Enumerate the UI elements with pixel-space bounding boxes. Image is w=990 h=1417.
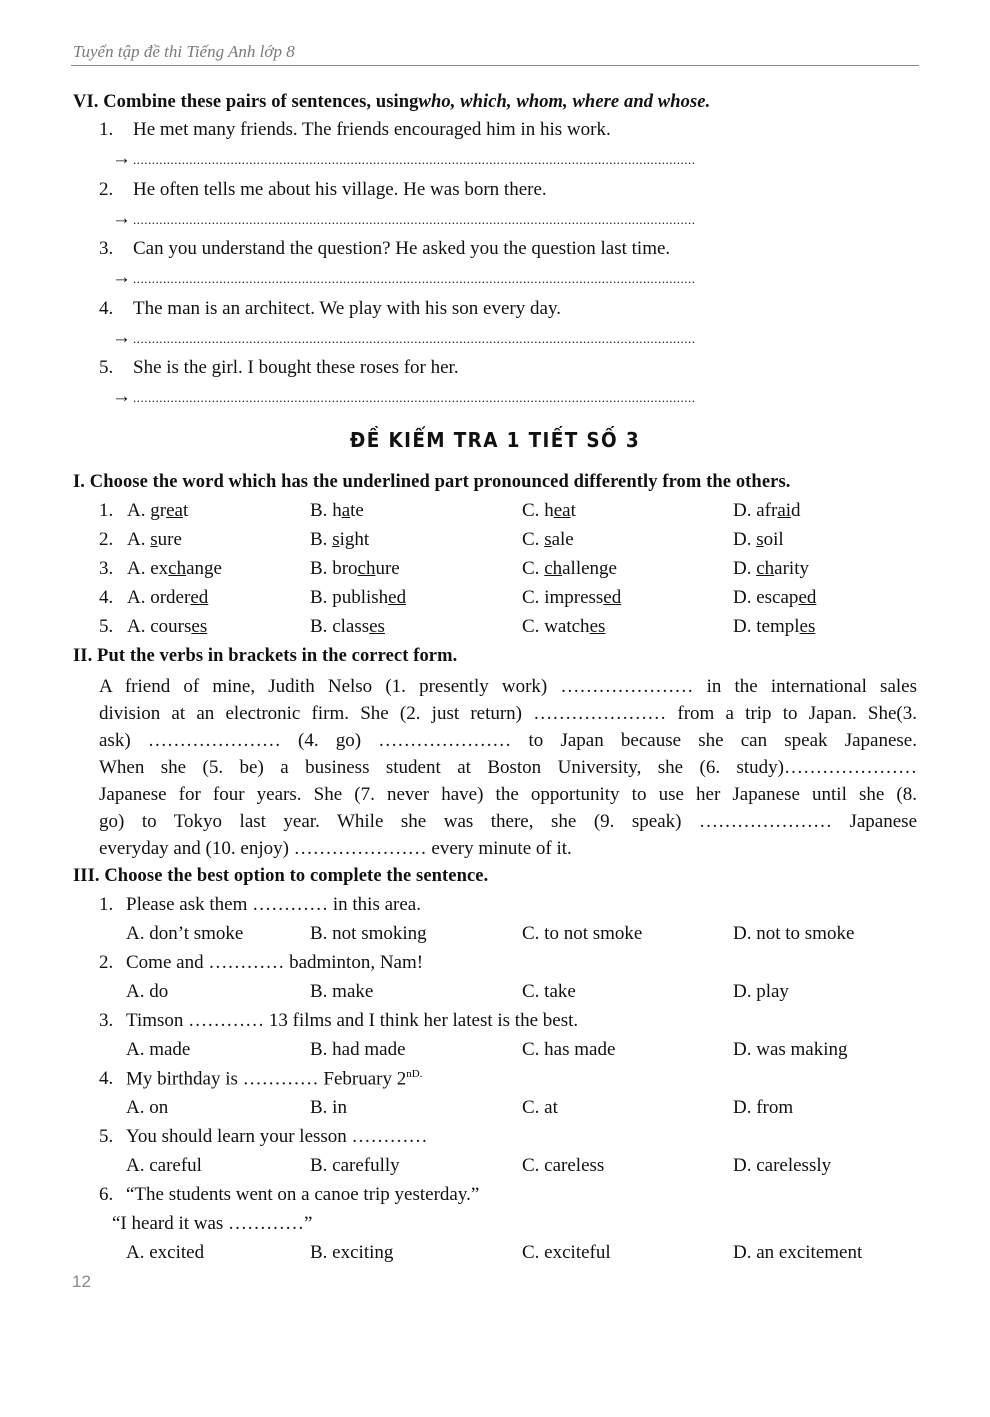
- question-number: 4.: [99, 1068, 114, 1090]
- option-letter: C.: [522, 616, 540, 637]
- answer-line[interactable]: [112, 208, 892, 230]
- combine-question: [99, 298, 561, 320]
- option-b[interactable]: B. in: [310, 1097, 347, 1118]
- section-i-title: I. Choose the word which has the underlined part pronounced differently from the others.: [73, 472, 791, 492]
- question-text: “The students went on a canoe trip yesterday.”: [126, 1184, 480, 1205]
- options-row: [99, 1039, 919, 1065]
- options-row: [99, 981, 919, 1007]
- option-a[interactable]: [127, 616, 207, 638]
- question-number: 3.: [99, 558, 114, 579]
- arrow-icon: →: [112, 148, 131, 169]
- question-number: 5.: [99, 616, 114, 637]
- option-d[interactable]: D. was making: [733, 1039, 848, 1060]
- answer-dots: ......................................................................................................................................................: [133, 271, 696, 286]
- option-a[interactable]: [127, 529, 182, 551]
- word-suffix: ure: [375, 558, 400, 579]
- question-text: The man is an architect. We play with his son every day.: [133, 298, 561, 319]
- option-letter: C.: [522, 558, 540, 579]
- option-d[interactable]: [733, 616, 815, 638]
- option-c[interactable]: [522, 500, 576, 522]
- option-a[interactable]: [127, 500, 188, 522]
- option-d[interactable]: D. play: [733, 981, 789, 1002]
- pronunciation-row: [99, 558, 919, 584]
- option-a[interactable]: A. excited: [126, 1242, 205, 1263]
- underlined-part: ch: [357, 558, 376, 579]
- option-d[interactable]: D. not to smoke: [733, 923, 855, 944]
- word-prefix: class: [332, 616, 370, 637]
- underlined-part: a: [341, 500, 351, 521]
- arrow-icon: →: [112, 327, 131, 348]
- word-suffix: ure: [157, 529, 182, 550]
- option-c[interactable]: [522, 558, 617, 580]
- question-number: 3.: [99, 1010, 114, 1031]
- underlined-part: ch: [756, 558, 775, 579]
- underlined-part: es: [589, 616, 606, 637]
- underlined-part: ai: [777, 500, 792, 521]
- question-text: He met many friends. The friends encouraged him in his work.: [133, 119, 611, 140]
- option-b[interactable]: B. exciting: [310, 1242, 394, 1263]
- option-letter: A.: [127, 616, 146, 637]
- running-header: Tuyển tập đề thi Tiếng Anh lớp 8: [73, 42, 295, 61]
- underlined-part: ea: [553, 500, 571, 521]
- question-text: Can you understand the question? He asked you the question last time.: [133, 238, 671, 259]
- options-row: [99, 1155, 919, 1181]
- paragraph-line: go) to Tokyo last year. While she was there, she (9. speak) ………………… Japanese: [99, 811, 917, 832]
- option-a[interactable]: A. don’t smoke: [126, 923, 244, 944]
- question-number: 5.: [99, 1126, 114, 1147]
- options-row: [99, 923, 919, 949]
- underlined-part: es: [369, 616, 385, 637]
- word-prefix: bro: [332, 558, 358, 579]
- answer-dots: ......................................................................................................................................................: [133, 390, 696, 405]
- question-number: 2.: [99, 179, 114, 200]
- word-prefix: templ: [756, 616, 800, 637]
- option-d[interactable]: D. from: [733, 1097, 794, 1118]
- page-number: 12: [72, 1272, 91, 1291]
- underlined-part: ch: [168, 558, 187, 579]
- option-letter: C.: [522, 587, 540, 608]
- option-b[interactable]: [310, 587, 406, 609]
- option-b[interactable]: [310, 558, 400, 580]
- question-superscript: nD.: [406, 1068, 423, 1080]
- word-suffix: te: [350, 500, 364, 521]
- option-c[interactable]: [522, 587, 621, 609]
- option-letter: C.: [522, 529, 540, 550]
- mc-question: [99, 952, 423, 974]
- word-prefix: h: [544, 500, 554, 521]
- word-prefix: afr: [756, 500, 778, 521]
- word-prefix: publish: [332, 587, 389, 608]
- question-text: Come and ………… badminton, Nam!: [126, 952, 424, 973]
- test-title: ĐỀ KIỂM TRA 1 TIẾT SỐ 3: [349, 428, 641, 452]
- mc-question: [99, 1126, 428, 1148]
- option-letter: B.: [310, 529, 328, 550]
- pronunciation-row: [99, 529, 919, 555]
- option-c[interactable]: C. at: [522, 1097, 558, 1118]
- option-a[interactable]: [127, 558, 222, 580]
- question-text: My birthday is ………… February 2: [126, 1068, 407, 1090]
- option-d[interactable]: [733, 558, 809, 580]
- underlined-part: es: [191, 616, 208, 637]
- question-number: 1.: [99, 119, 114, 140]
- option-b[interactable]: B. had made: [310, 1039, 406, 1060]
- underlined-part: ed: [603, 587, 622, 608]
- word-suffix: t: [182, 500, 189, 521]
- question-text: Timson ………… 13 films and I think her latest is the best.: [126, 1010, 579, 1031]
- answer-dots: ......................................................................................................................................................: [133, 212, 696, 227]
- arrow-icon: →: [112, 267, 131, 288]
- options-row: [99, 1242, 919, 1268]
- word-prefix: watch: [544, 616, 590, 637]
- option-c[interactable]: C. exciteful: [522, 1242, 611, 1263]
- option-a[interactable]: A. on: [126, 1097, 169, 1118]
- mc-question: [99, 1068, 422, 1090]
- option-c[interactable]: C. careless: [522, 1155, 605, 1176]
- answer-dots: ......................................................................................................................................................: [133, 331, 696, 346]
- section-iii-title: III. Choose the best option to complete the sentence.: [73, 866, 489, 886]
- word-suffix: ale: [551, 529, 574, 550]
- option-c[interactable]: C. has made: [522, 1039, 616, 1060]
- word-suffix: ight: [339, 529, 370, 550]
- option-letter: B.: [310, 616, 328, 637]
- question-number: 6.: [99, 1184, 114, 1205]
- mc-question: [99, 894, 421, 916]
- section-vi-title-plain: VI. Combine these pairs of sentences, using: [73, 92, 419, 112]
- underlined-part: ed: [190, 587, 209, 608]
- option-d[interactable]: D. carelessly: [733, 1155, 832, 1176]
- question-text: You should learn your lesson …………: [126, 1126, 428, 1147]
- word-suffix: oil: [763, 529, 784, 550]
- word-prefix: ex: [150, 558, 169, 579]
- paragraph-line: A friend of mine, Judith Nelso (1. presently work) ………………… in the international sales: [99, 676, 917, 697]
- option-letter: A.: [127, 558, 146, 579]
- combine-question: [99, 238, 670, 260]
- underlined-part: ea: [166, 500, 183, 521]
- section-ii-paragraph: [99, 673, 917, 862]
- word-prefix: order: [150, 587, 191, 608]
- question-text-line2: “I heard it was …………”: [112, 1213, 313, 1234]
- option-letter: D.: [733, 616, 752, 637]
- option-b[interactable]: B. make: [310, 981, 374, 1002]
- option-b[interactable]: B. not smoking: [310, 923, 427, 944]
- option-a[interactable]: A. careful: [126, 1155, 202, 1176]
- header-rule: [71, 65, 919, 66]
- option-letter: B.: [310, 587, 328, 608]
- combine-question: [99, 179, 547, 201]
- question-text: Please ask them ………… in this area.: [126, 894, 421, 915]
- word-prefix: escap: [756, 587, 799, 608]
- question-number: 1.: [99, 500, 114, 521]
- pronunciation-row: [99, 616, 919, 642]
- options-row: [99, 1097, 919, 1123]
- word-suffix: d: [791, 500, 801, 521]
- underlined-part: s: [332, 529, 340, 550]
- option-c[interactable]: C. to not smoke: [522, 923, 643, 944]
- combine-question: [99, 119, 611, 141]
- answer-line[interactable]: [112, 267, 892, 289]
- question-text: She is the girl. I bought these roses for her.: [133, 357, 459, 378]
- option-d[interactable]: [733, 587, 816, 609]
- underlined-part: ed: [388, 587, 407, 608]
- section-vi-title: [73, 92, 710, 113]
- question-number: 2.: [99, 529, 114, 550]
- word-prefix: h: [332, 500, 342, 521]
- option-d[interactable]: [733, 529, 784, 551]
- answer-line[interactable]: [112, 327, 892, 349]
- option-c[interactable]: C. take: [522, 981, 576, 1002]
- option-letter: A.: [127, 587, 146, 608]
- word-prefix: gr: [150, 500, 167, 521]
- option-letter: D.: [733, 587, 752, 608]
- option-a[interactable]: A. made: [126, 1039, 191, 1060]
- option-b[interactable]: [310, 529, 369, 551]
- underlined-part: s: [150, 529, 158, 550]
- option-a[interactable]: A. do: [126, 981, 169, 1002]
- paragraph-line: everyday and (10. enjoy) ………………… every minute of it.: [99, 838, 572, 859]
- word-prefix: cours: [150, 616, 192, 637]
- section-ii-title: II. Put the verbs in brackets in the correct form.: [73, 646, 458, 666]
- arrow-icon: →: [112, 208, 131, 229]
- question-number: 3.: [99, 238, 114, 259]
- word-suffix: arity: [774, 558, 809, 579]
- option-b[interactable]: [310, 500, 364, 522]
- underlined-part: es: [799, 616, 816, 637]
- question-number: 5.: [99, 357, 114, 378]
- pronunciation-row: [99, 587, 919, 613]
- word-prefix: impress: [544, 587, 604, 608]
- question-number: 1.: [99, 894, 114, 915]
- answer-dots: ......................................................................................................................................................: [133, 152, 696, 167]
- option-b[interactable]: [310, 616, 385, 638]
- underlined-part: s: [756, 529, 764, 550]
- option-d[interactable]: D. an excitement: [733, 1242, 863, 1263]
- option-d[interactable]: [733, 500, 801, 522]
- option-letter: A.: [127, 529, 146, 550]
- paragraph-line: Japanese for four years. She (7. never have) the opportunity to use her Japanese until she (8.: [99, 784, 917, 805]
- option-letter: D.: [733, 529, 752, 550]
- question-number: 2.: [99, 952, 114, 973]
- option-c[interactable]: [522, 529, 574, 551]
- mc-question: [99, 1184, 479, 1206]
- option-letter: C.: [522, 500, 540, 521]
- word-suffix: ange: [186, 558, 222, 579]
- underlined-part: ch: [544, 558, 563, 579]
- paragraph-line: ask) ………………… (4. go) ………………… to Japan because she can speak Japanese.: [99, 730, 917, 751]
- question-number: 4.: [99, 587, 114, 608]
- option-letter: D.: [733, 500, 752, 521]
- section-vi-title-italic: who, which, whom, where and whose.: [418, 92, 711, 112]
- question-number: 4.: [99, 298, 114, 319]
- arrow-icon: →: [112, 386, 131, 407]
- option-letter: B.: [310, 558, 328, 579]
- word-suffix: allenge: [562, 558, 617, 579]
- option-letter: B.: [310, 500, 328, 521]
- option-c[interactable]: [522, 616, 605, 638]
- question-text: He often tells me about his village. He was born there.: [133, 179, 547, 200]
- mc-question: [99, 1010, 578, 1032]
- option-letter: A.: [127, 500, 146, 521]
- option-b[interactable]: B. carefully: [310, 1155, 400, 1176]
- option-a[interactable]: [127, 587, 208, 609]
- paragraph-line: When she (5. be) a business student at Boston University, she (6. study)…………………: [99, 757, 917, 778]
- underlined-part: s: [544, 529, 552, 550]
- paragraph-line: division at an electronic firm. She (2. just return) ………………… from a trip to Japan. She(3.: [99, 703, 917, 724]
- answer-line[interactable]: [112, 386, 892, 408]
- combine-question: [99, 357, 459, 379]
- underlined-part: ed: [798, 587, 817, 608]
- option-letter: D.: [733, 558, 752, 579]
- answer-line[interactable]: [112, 148, 892, 170]
- word-suffix: t: [570, 500, 576, 521]
- pronunciation-row: [99, 500, 919, 526]
